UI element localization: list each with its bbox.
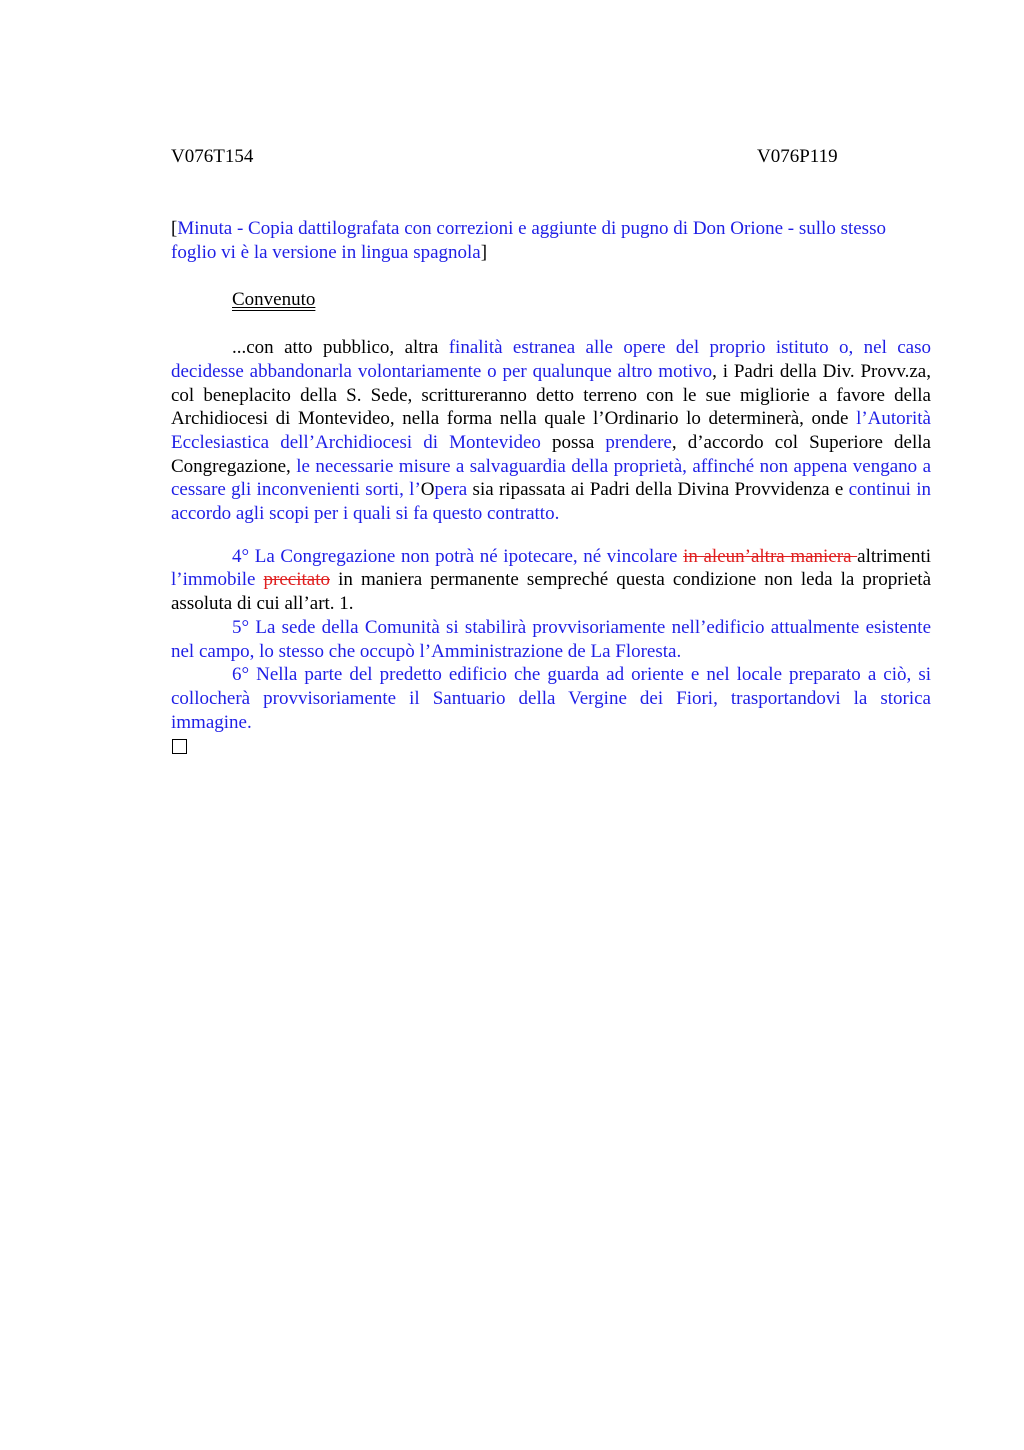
inserted-text: le necessarie misure a salvaguardia della proprietà, affinché non appena vengano a cessare gli inconvenienti sorti, l’: [171, 455, 931, 501]
note-close-bracket: ]: [480, 241, 488, 263]
inserted-text: pera: [434, 479, 468, 501]
document-code-left: V076T154: [171, 146, 254, 167]
editorial-note: [171, 217, 931, 264]
text-segment: , d’accordo col Superiore della Congregazione,: [171, 431, 931, 477]
text-segment: , i Padri della Div. Provv.za, col beneplacito della S. Sede, scrittureranno detto terreno con le sue migliorie a favore della Archidiocesi di Montevideo, nella forma nella quale l’Ordinario lo determinerà, onde: [171, 360, 931, 430]
note-open-bracket: [: [171, 218, 178, 239]
document-header: [171, 145, 931, 171]
inserted-text: continui in accordo agli scopi per i quali si fa questo contratto.: [171, 479, 931, 525]
article-5-paragraph: 5° La sede della Comunità si stabilirà provvisoriamente nell’edificio attualmente esistente nel campo, lo stesso che occupò l’Amministrazione de La Floresta.: [171, 616, 931, 662]
text-segment: altrimenti: [857, 545, 932, 567]
document-page: [171, 145, 931, 754]
text-segment: ...con atto pubblico, altra: [232, 337, 449, 359]
section-heading: [171, 288, 931, 312]
article-4-paragraph: [171, 545, 931, 616]
heading-text: Convenuto: [232, 289, 316, 311]
paragraph-continuation: [171, 336, 931, 526]
text-segment: possa: [540, 431, 606, 453]
inserted-text: finalità estranea alle opere del proprio istituto o, nel caso decidesse abbandonarla volontariamente o per qualunque altro motivo: [171, 337, 931, 382]
deleted-text: precitato: [263, 569, 330, 591]
text-segment: sia ripassata ai Padri della Divina Provvidenza e: [467, 479, 849, 501]
text-segment: in maniera permanente sempreché questa condizione non leda la proprietà assoluta di cui all’art. 1.: [171, 569, 931, 615]
page-code-right: V076P119: [757, 146, 838, 167]
inserted-text: l’immobile: [171, 569, 256, 591]
inserted-text: 4° La Congregazione non potrà né ipotecare, né vincolare: [232, 545, 684, 567]
end-of-document-box-icon: [172, 739, 187, 754]
note-text: Minuta - Copia dattilografata con correzioni e aggiunte di pugno di Don Orione - sullo stesso foglio vi è la versione in lingua spagnola: [171, 218, 886, 263]
article-6-paragraph: 6° Nella parte del predetto edificio che guarda ad oriente e nel locale preparato a ciò, si collocherà provvisoriamente il Santuario della Vergine dei Fiori, trasportandovi la storica immagine.: [171, 664, 931, 733]
text-segment: [255, 569, 263, 590]
text-segment: O: [420, 479, 435, 501]
inserted-text: l’Autorità Ecclesiastica dell’Archidiocesi di Montevideo: [171, 408, 931, 453]
deleted-text: in aleun’altra maniera: [683, 545, 858, 567]
inserted-text: prendere: [605, 431, 672, 453]
